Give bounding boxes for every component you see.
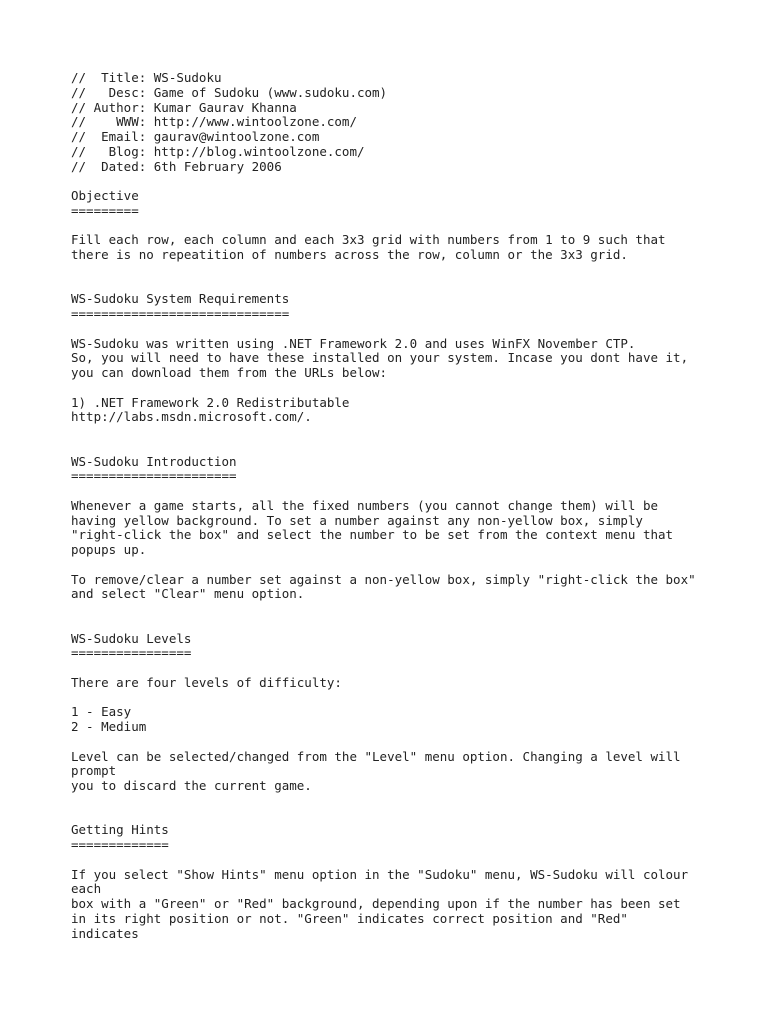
blank-line bbox=[71, 558, 731, 573]
blank-line bbox=[71, 278, 731, 293]
blank-line bbox=[71, 440, 731, 455]
text-line: // Blog: http://blog.wintoolzone.com/ bbox=[71, 143, 365, 159]
text-line: in its right position or not. "Green" indicates correct position and "Red" bbox=[71, 910, 628, 926]
text-line: There are four levels of difficulty: bbox=[71, 674, 342, 690]
blank-line bbox=[71, 174, 731, 189]
blank-line bbox=[71, 263, 731, 278]
text-line: you can download them from the URLs below: bbox=[71, 365, 388, 380]
text-line: // Email: gaurav@wintoolzone.com bbox=[71, 129, 320, 144]
text-line: Getting Hints bbox=[71, 822, 169, 838]
blank-line bbox=[71, 853, 731, 868]
text-line: indicates bbox=[71, 925, 139, 941]
blank-line bbox=[71, 219, 731, 234]
text-line: ============= bbox=[71, 837, 169, 852]
text-line: ================ bbox=[71, 645, 192, 661]
text-line: WS-Sudoku System Requirements bbox=[71, 291, 290, 307]
blank-line bbox=[71, 425, 731, 440]
blank-line bbox=[71, 691, 731, 706]
blank-line bbox=[71, 381, 731, 396]
text-line: To remove/clear a number set against a non-yellow box, simply "right-click the box" bbox=[71, 571, 696, 587]
text-line: 1 - Easy bbox=[71, 704, 132, 720]
blank-line bbox=[71, 484, 731, 499]
text-line: // WWW: http://www.wintoolzone.com/ bbox=[71, 114, 357, 130]
blank-line bbox=[71, 794, 731, 809]
text-line: WS-Sudoku Levels bbox=[71, 630, 192, 646]
text-line: having yellow background. To set a number against any non-yellow box, simply bbox=[71, 512, 643, 528]
text-line: Level can be selected/changed from the "Level" menu option. Changing a level will bbox=[71, 748, 681, 764]
text-line: // Title: WS-Sudoku bbox=[71, 70, 222, 85]
blank-line bbox=[71, 617, 731, 632]
text-line: // Author: Kumar Gaurav Khanna bbox=[71, 99, 297, 115]
text-line: // Dated: 6th February 2006 bbox=[71, 158, 282, 174]
text-line: there is no repeatition of numbers across the row, column or the 3x3 grid. bbox=[71, 247, 628, 262]
text-line: popups up. bbox=[71, 542, 147, 557]
text-line: box with a "Green" or "Red" background, depending upon if the number has been set bbox=[71, 896, 681, 911]
text-line: ============================= bbox=[71, 306, 290, 321]
text-line: you to discard the current game. bbox=[71, 778, 312, 793]
text-line: Fill each row, each column and each 3x3 grid with numbers from 1 to 9 such that bbox=[71, 232, 666, 248]
text-line: ====================== bbox=[71, 468, 237, 484]
blank-line bbox=[71, 602, 731, 617]
text-line: Objective bbox=[71, 188, 139, 203]
text-line: "right-click the box" and select the number to be set from the context menu that bbox=[71, 527, 674, 543]
text-line: 2 - Medium bbox=[71, 719, 147, 734]
blank-line bbox=[71, 661, 731, 676]
text-line: // Desc: Game of Sudoku (www.sudoku.com) bbox=[71, 84, 388, 100]
text-line: 1) .NET Framework 2.0 Redistributable bbox=[71, 394, 350, 410]
text-line: prompt bbox=[71, 763, 117, 779]
text-line: and select "Clear" menu option. bbox=[71, 586, 305, 602]
blank-line bbox=[71, 809, 731, 824]
text-line: each bbox=[71, 881, 102, 897]
text-line: If you select "Show Hints" menu option in the "Sudoku" menu, WS-Sudoku will colour bbox=[71, 866, 689, 882]
blank-line bbox=[71, 735, 731, 750]
document-body bbox=[71, 71, 731, 941]
text-line: ========= bbox=[71, 202, 139, 218]
text-line: WS-Sudoku Introduction bbox=[71, 453, 237, 469]
blank-line bbox=[71, 322, 731, 337]
text-line: WS-Sudoku was written using .NET Framework 2.0 and uses WinFX November CTP. bbox=[71, 335, 636, 351]
text-line: http://labs.msdn.microsoft.com/. bbox=[71, 409, 312, 425]
text-line: Whenever a game starts, all the fixed numbers (you cannot change them) will be bbox=[71, 497, 658, 513]
text-line: So, you will need to have these installed on your system. Incase you dont have it, bbox=[71, 350, 689, 366]
